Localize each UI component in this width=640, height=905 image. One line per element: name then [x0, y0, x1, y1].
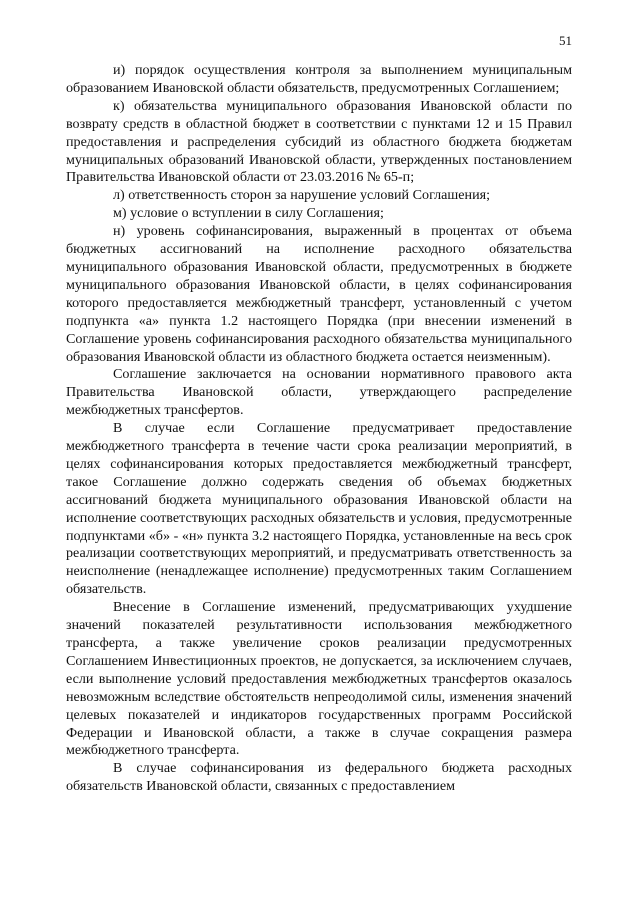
- document-body: [66, 62, 572, 796]
- paragraph-partial-term: В случае если Соглашение предусматривает предоставление межбюджетного трансферта в течение части срока реализации мероприятий, в целях софинансирования которых предоставляется межбюджетный трансферт, такое Соглашение должно содержать сведения об объемах бюджетных ассигнований бюджета муниципального образования Ивановской области на исполнение соответствующих расходных обязательств и условия, предусмотренные подпунктами «б» - «н» пункта 3.2 настоящего Порядка, установленные на весь срок реализации соответствующих мероприятий, и предусматривать ответственность за неисполнение (ненадлежащее исполнение) предусмотренных таким Соглашением обязательств.: [66, 420, 572, 598]
- page-number: 51: [559, 33, 572, 48]
- paragraph-item-m: м) условие о вступлении в силу Соглашения;: [113, 205, 384, 222]
- paragraph-agreement-basis: Соглашение заключается на основании нормативного правового акта Правительства Ивановской области, утверждающего распределение межбюджетных трансфертов.: [66, 366, 572, 419]
- paragraph-item-i: и) порядок осуществления контроля за выполнением муниципальным образованием Ивановской области обязательств, предусмотренных Соглашением;: [66, 62, 572, 96]
- paragraph-item-n: н) уровень софинансирования, выраженный в процентах от объема бюджетных ассигнований на исполнение расходного обязательства муниципального образования Ивановской области, предусмотренных в бюджете муниципального образования Ивановской области, в целях софинансирования которого предоставляется межбюджетный трансферт, установленный с учетом подпункта «а» пункта 1.2 настоящего Порядка (при внесении изменений в Соглашение уровень софинансирования расходного обязательства муниципального образования Ивановской области из областного бюджета остается неизменным).: [66, 223, 572, 365]
- paragraph-amendments: Внесение в Соглашение изменений, предусматривающих ухудшение значений показателей результативности использования межбюджетного трансферта, а также увеличение сроков реализации предусмотренных Соглашением Инвестиционных проектов, не допускается, за исключением случаев, если выполнение условий предоставления межбюджетных трансфертов оказалось невозможным вследствие обстоятельств непреодолимой силы, изменения значений целевых показателей и индикаторов государственных программ Российской Федерации и Ивановской области, а также в случае сокращения размера межбюджетного трансферта.: [66, 599, 572, 759]
- paragraph-item-k: к) обязательства муниципального образования Ивановской области по возврату средств в областной бюджет в соответствии с пунктами 12 и 15 Правил предоставления и распределения субсидий из областного бюджета бюджетам муниципальных образований Ивановской области, утвержденных постановлением Правительства Ивановской области от 23.03.2016 № 65-п;: [66, 97, 572, 186]
- paragraph-federal-cofinancing: В случае софинансирования из федерального бюджета расходных обязательств Ивановской области, связанных с предоставлением: [66, 760, 572, 795]
- paragraph-item-l: л) ответственность сторон за нарушение условий Соглашения;: [113, 187, 491, 204]
